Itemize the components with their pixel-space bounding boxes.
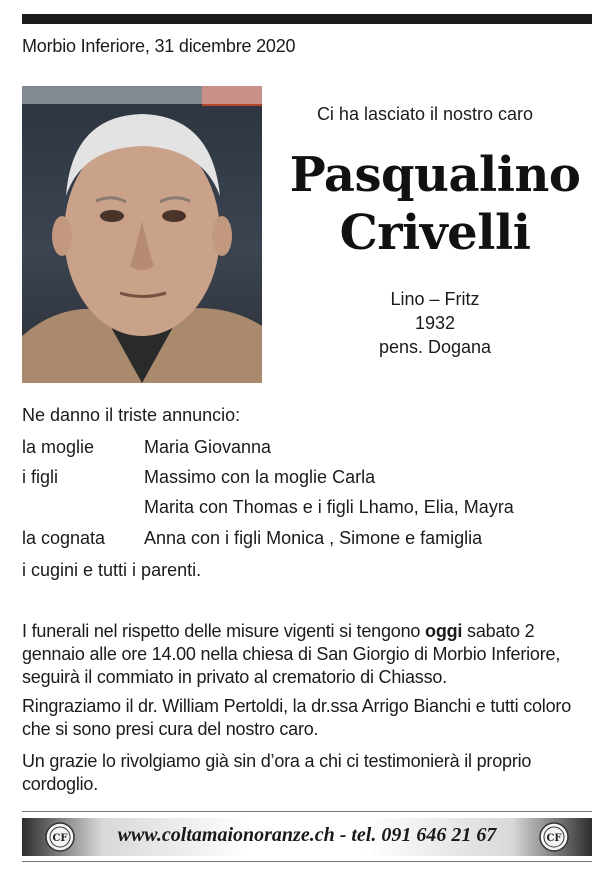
funeral-home-logo-icon [44, 821, 76, 853]
nickname: Lino – Fritz [390, 289, 480, 309]
relation-value: Maria Giovanna [144, 437, 272, 457]
deceased-name [262, 146, 600, 262]
announce-text: Ne danno il triste annuncio: [22, 405, 241, 425]
thanks-paragraph: Ringraziamo il dr. William Pertoldi, la dr.ssa Arrigo Bianchi e tutti coloro che si sono presi cura del nostro caro. [22, 696, 572, 739]
relation-value: Anna con i figli Monica , Simone e famiglia [144, 528, 483, 548]
funeral-text-bold: oggi [425, 621, 463, 641]
funeral-paragraph [22, 620, 594, 689]
portrait-photo [22, 86, 262, 383]
relation-value: Marita con Thomas e i figli Lhamo, Elia, Mayra [144, 497, 514, 517]
funeral-home-logo-icon [538, 821, 570, 853]
cousins-text: i cugini e tutti i parenti. [22, 560, 202, 580]
first-name: Pasqualino [289, 147, 581, 203]
gratitude-paragraph: Un grazie lo rivolgiamo già sin d’ora a chi ci testimonierà il proprio cordoglio. [22, 751, 532, 794]
svg-text:CF: CF [546, 833, 562, 844]
funeral-text-start: I funerali nel rispetto delle misure vigenti si tengono [22, 621, 426, 641]
funeral-text-end: sabato 2 gennaio alle ore 14.00 nella chiesa di San Giorgio di Morbio Inferiore, seguirà il commiato in privato al crematorio di Chiasso. [22, 621, 561, 687]
relation-label: i figli [22, 467, 59, 487]
birth-year: 1932 [414, 313, 456, 333]
relation-label: la cognata [22, 528, 106, 548]
footer-contact: www.coltamaionoranze.ch - tel. 091 646 21 67 [117, 824, 497, 846]
svg-text:CF: CF [52, 833, 68, 844]
relation-label: la moglie [22, 437, 95, 457]
last-name: Crivelli [339, 205, 531, 261]
top-rule [22, 14, 592, 24]
intro-text: Ci ha lasciato il nostro caro [316, 104, 534, 124]
relation-value: Massimo con la moglie Carla [144, 467, 376, 487]
occupation: pens. Dogana [378, 337, 492, 357]
footer-rule-bottom [22, 861, 592, 862]
footer-rule-top [22, 811, 592, 812]
place-date: Morbio Inferiore, 31 dicembre 2020 [22, 36, 296, 56]
footer-band [22, 818, 592, 856]
deceased-details [290, 287, 580, 359]
